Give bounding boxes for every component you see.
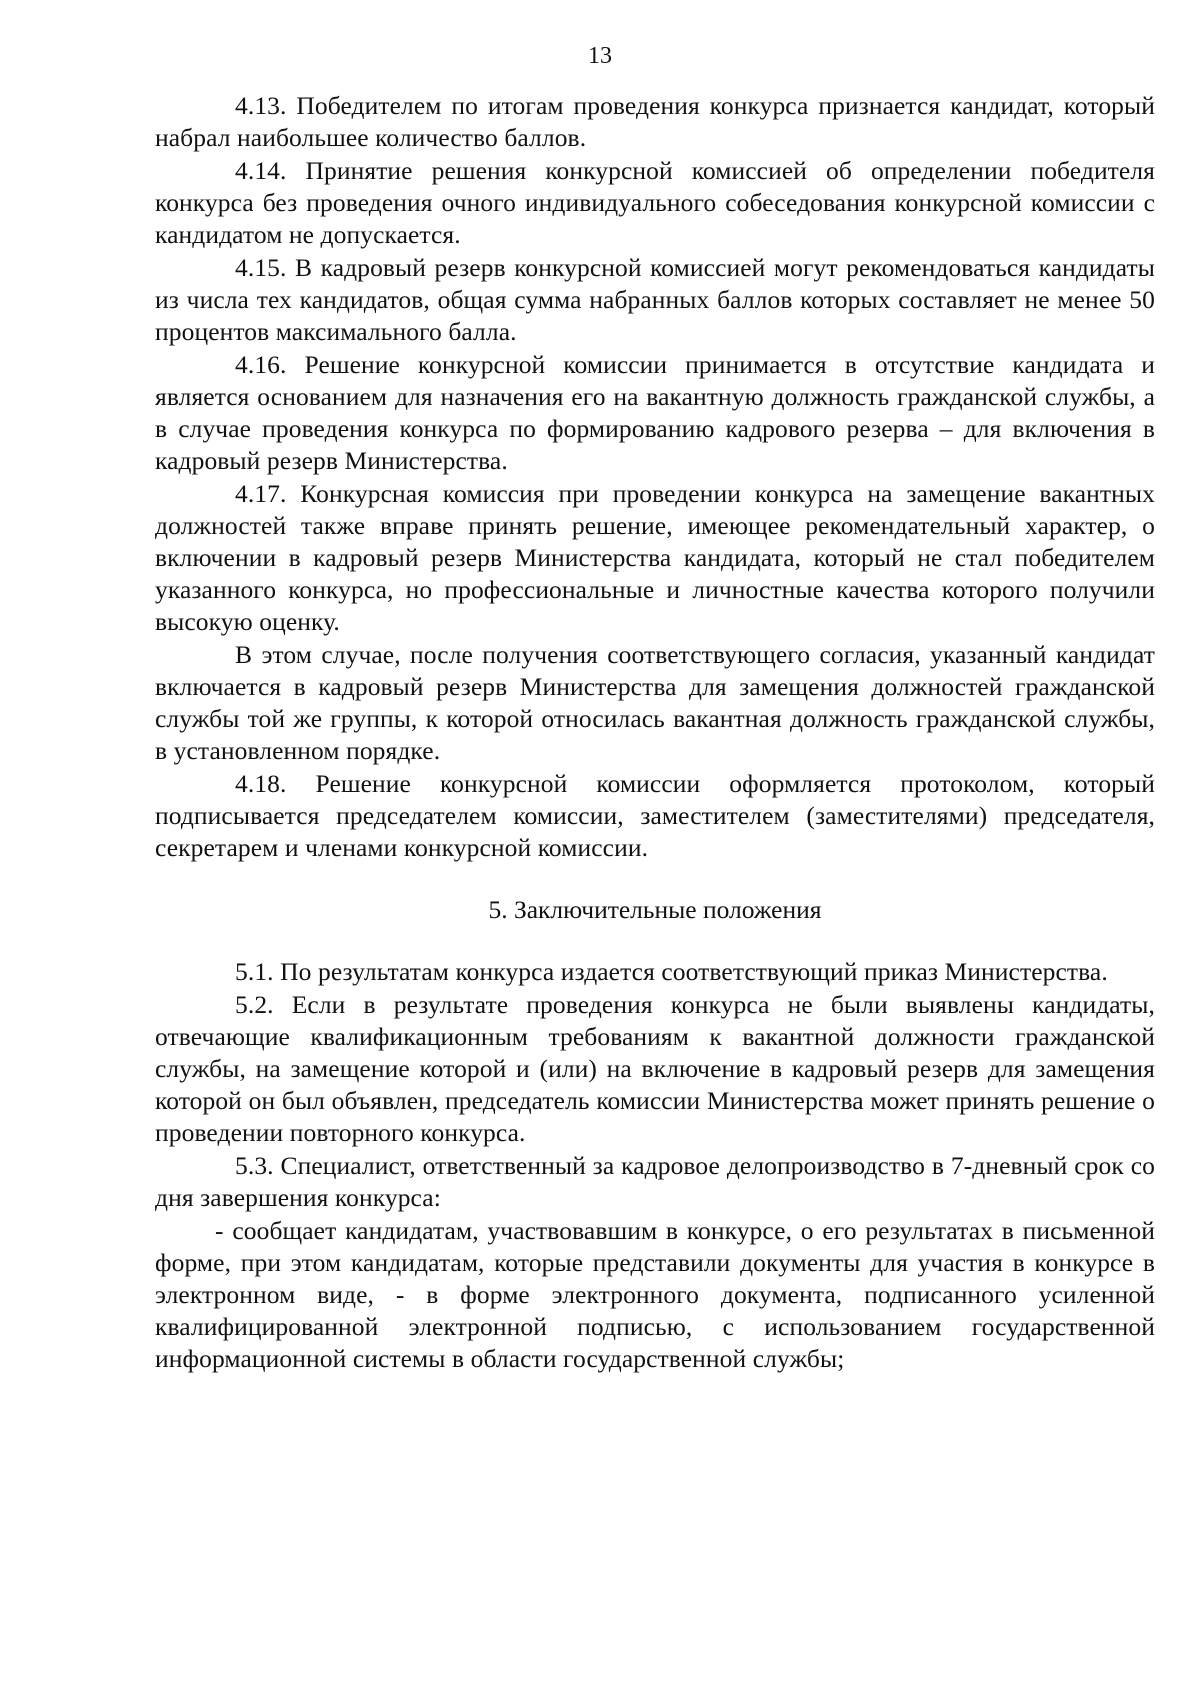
- paragraph-4-17-continued: В этом случае, после получения соответствующего согласия, указанный кандидат включается в кадровый резерв Министерства для замещения должностей гражданской службы той же группы, к которой относилась вакантная должность гражданской службы, в установленном порядке.: [155, 640, 1155, 765]
- paragraph-4-18: 4.18. Решение конкурсной комиссии оформляется протоколом, который подписывается председателем комиссии, заместителем (заместителями) председателя, секретарем и членами конкурсной комиссии.: [155, 769, 1155, 862]
- paragraph-4-14: 4.14. Принятие решения конкурсной комиссией об определении победителя конкурса без проведения очного индивидуального собеседования конкурсной комиссии с кандидатом не допускается.: [155, 156, 1155, 249]
- paragraph-4-16: 4.16. Решение конкурсной комиссии принимается в отсутствие кандидата и является основанием для назначения его на вакантную должность гражданской службы, а в случае проведения конкурса по формированию кадрового резерва – для включения в кадровый резерв Министерства.: [155, 350, 1155, 475]
- paragraph-5-2: 5.2. Если в результате проведения конкурса не были выявлены кандидаты, отвечающие квалификационным требованиям к вакантной должности гражданской службы, на замещение которой и (или) на включение в кадровый резерв для замещения которой он был объявлен, председатель комиссии Министерства может принять решение о проведении повторного конкурса.: [155, 990, 1155, 1147]
- bullet-item: - сообщает кандидатам, участвовавшим в конкурсе, о его результатах в письменной форме, при этом кандидатам, которые представили документы для участия в конкурсе в электронном виде, - в форме электронного документа, подписанного усиленной квалифицированной электронной подписью, с использованием государственной информационной системы в области государственной службы;: [155, 1216, 1155, 1373]
- page-number: 13: [588, 43, 612, 69]
- paragraph-4-15: 4.15. В кадровый резерв конкурсной комиссией могут рекомендоваться кандидаты из числа тех кандидатов, общая сумма набранных баллов которых составляет не менее 50 процентов максимального балла.: [155, 253, 1155, 346]
- paragraph-4-13: 4.13. Победителем по итогам проведения конкурса признается кандидат, который набрал наибольшее количество баллов.: [155, 91, 1155, 152]
- paragraph-5-3: 5.3. Специалист, ответственный за кадровое делопроизводство в 7-дневный срок со дня завершения конкурса:: [155, 1151, 1155, 1212]
- paragraph-4-17: 4.17. Конкурсная комиссия при проведении конкурса на замещение вакантных должностей также вправе принять решение, имеющее рекомендательный характер, о включении в кадровый резерв Министерства кандидата, который не стал победителем указанного конкурса, но профессиональные и личностные качества которого получили высокую оценку.: [155, 479, 1155, 636]
- paragraph-5-1: 5.1. По результатам конкурса издается соответствующий приказ Министерства.: [235, 957, 1108, 986]
- document-body: [155, 90, 1155, 1375]
- section-5-title: 5. Заключительные положения: [488, 895, 822, 924]
